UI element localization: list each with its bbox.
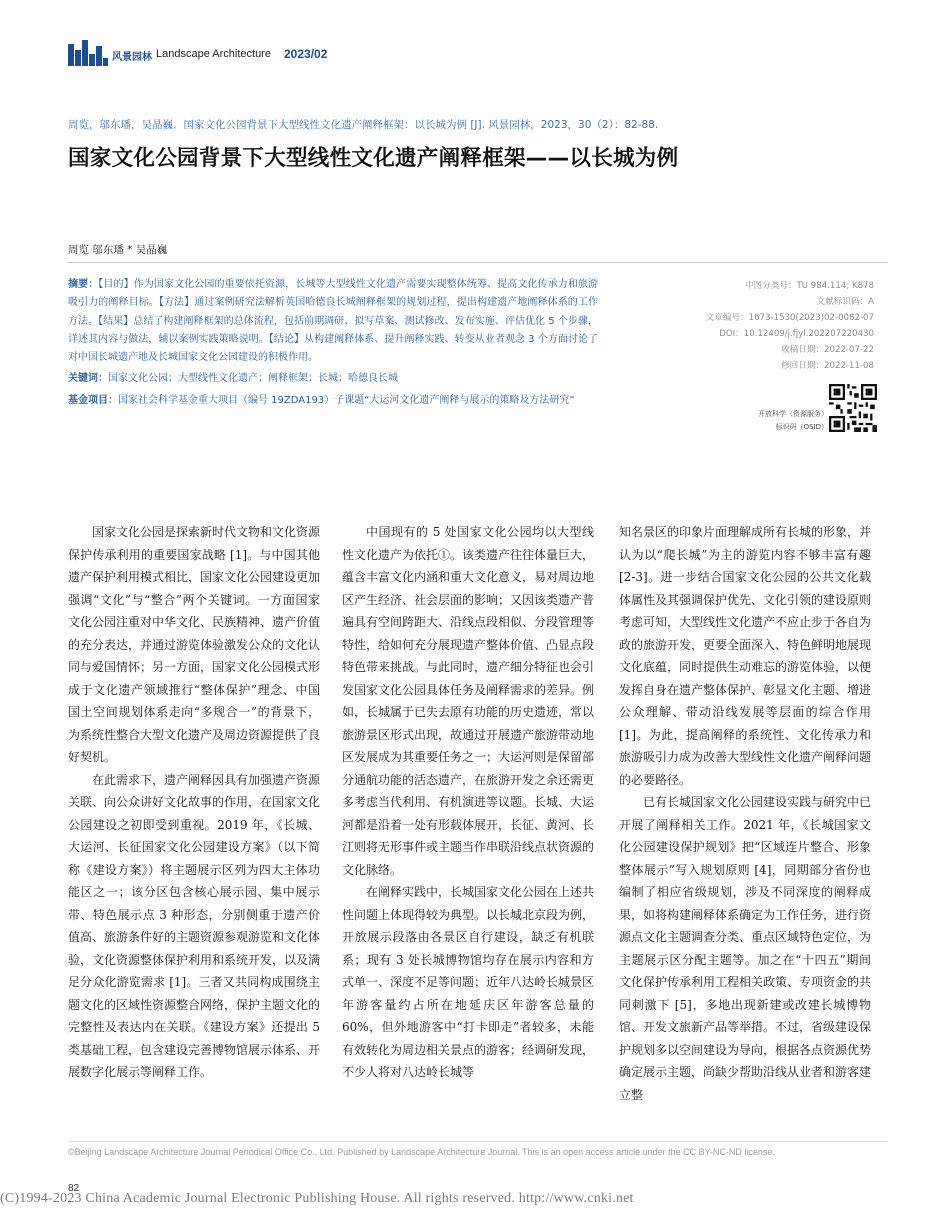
brand-name-en: Landscape Architecture bbox=[156, 48, 271, 60]
abstract-label: 摘要： bbox=[68, 279, 99, 290]
received-date: 收稿日期：2022-07-22 bbox=[781, 345, 874, 355]
body-paragraph: 知名景区的印象片面理解成所有长城的形象，并认为以“爬长城”为主的游览内容不够丰富有趣 [2-3]。进一步结合国家文化公园的公共文化载体属性及其强调保护优先、文化引领的建设原则考虑可知，大型线性文化遗产不应止步于各自为政的旅游开发，更要全面深入、特色鲜明地展现文化底蕴，同时提供生动难忘的游览体验，以便发挥自身在遗产整体保护、彰显文化主题、增进公众理解、带动沿线发展等层面的综合作用 [1]。为此，提高阐释的系统性、文化传承力和旅游吸引力成为改善大型线性文化遗产阐释问题的必要路径。 bbox=[619, 525, 872, 787]
keywords-label: 关键词： bbox=[68, 373, 108, 385]
keywords-paragraph bbox=[68, 370, 598, 388]
osid-label-line-1: 开放科学（资源服务） bbox=[758, 410, 828, 418]
revised-date: 修回日期：2022-11-08 bbox=[781, 361, 874, 371]
fund-paragraph bbox=[68, 392, 598, 410]
clc-number: 中图分类号：TU 984.114; K878 bbox=[744, 281, 874, 291]
brand-name-cn: 风景园林 bbox=[112, 52, 152, 63]
article-meta bbox=[644, 278, 874, 374]
page-title: 国家文化公园背景下大型线性文化遗产阐释框架——以长城为例 bbox=[68, 146, 679, 171]
body-column-2 bbox=[342, 521, 594, 1084]
journal-header bbox=[68, 40, 888, 66]
footer-divider bbox=[68, 1141, 888, 1142]
body-paragraph: 已有长城国家文化公园建设实践与研究中已开展了阐释相关工作。2021 年，《长城国家文化公园建设保护规划》把“区域连片整合、形象整体展示”写入规划原则 [4]，同期部分省份也编制了相应省级规划，涉及不同深度的阐释成果，如将构建阐释体系确定为工作任务，进行资源点文化主题调查分类、重点区域特色定位，为主题展示区分配主题等。加之在“十四五”期间文化保护传承利用工程相关政策、专项资金的共同刺激下 [5]，多地出现新建或改建长城博物馆、开发文旅新产品等举措。不过，省级建设保护规划多以空间建设为导向，根据各点资源优势确定展示主题，尚缺少帮助沿线从业者和游客建立整 bbox=[619, 795, 872, 1102]
body-paragraph: 国家文化公园是探索新时代文物和文化资源保护传承利用的重要国家战略 [1]。与中国其他遗产保护利用模式相比，国家文化公园建设更加强调“文化”与“整合”两个关键词。一方面国家文化公园注重对中华文化、民族精神、遗产价值的充分表达，并通过游览体验激发公众的文化认同与爱国情怀；另一方面，国家文化公园模式形成于文化遗产领域推行“整体保护”理念、中国国土空间规划体系走向“多规合一”的背景下，为系统性整合大型文化遗产及周边资源提供了良好契机。 bbox=[68, 525, 321, 764]
body-paragraph: 中国现有的 5 处国家文化公园均以大型线性文化遗产为依托①。该类遗产往往体量巨大，蕴含丰富文化内涵和重大文化意义，易对周边地区产生经济、社会层面的影响；又因该类遗产普遍具有空间跨距大、沿线点段相似、分段管理等特性，给如何充分展现遗产整体价值、凸显点段特色带来挑战。与此同时，遗产细分特征也会引发国家文化公园具体任务及阐释需求的差异。例如，长城属于已失去原有功能的历史遗迹，常以旅游景区形式出现，故通过开展遗产旅游带动地区发展成为其重要任务之一；大运河则是保留部分通航功能的活态遗产，在旅游开发之余还需更多考虑当代利用、有机演进等议题。长城、大运河都是沿着一处有形载体展开，长征、黄河、长江则将无形事件或主题当作串联沿线点状资源的文化脉络。 bbox=[342, 525, 595, 877]
body-column-1 bbox=[68, 521, 320, 1084]
citation-line: 周览，邬东璠，吴晶巍．国家文化公园背景下大型线性文化遗产阐释框架：以长城为例 [J]. 风景园林，2023，30（2）：82-88. bbox=[68, 119, 659, 131]
article-number: 文章编号：1673-1530(2023)02-0082-07 bbox=[705, 313, 874, 323]
body-paragraph: 在阐释实践中，长城国家文化公园在上述共性问题上体现得较为典型。以长城北京段为例，开放展示段落由各景区自行建设，缺乏有机联系；现有 3 处长城博物馆均存在展示内容和方式单一、深度不足等问题；近年八达岭长城景区年游客量约占所在地延庆区年游客总量的 60%，但外地游客中“打卡即走”者较多，未能有效转化为周边相关景点的游客；经调研发现，不少人将对八达岭长城等 bbox=[342, 885, 595, 1079]
author-list: 周览 邬东璠 * 吴晶巍 bbox=[68, 244, 168, 256]
doi[interactable]: DOI：10.12409/j.fjyl.202207220430 bbox=[719, 329, 874, 339]
header-divider bbox=[68, 262, 888, 263]
abstract-text: 【目的】作为国家文化公园的重要依托资源，长城等大型线性文化遗产需要实现整体统筹、提高文化传承力和旅游吸引力的阐释目标。【方法】通过案例研究法解析英国哈德良长城阐释框架的规划过程，提出构建遗产地阐释体系的工作方法。【结果】总结了构建阐释框架的总体流程，包括前期调研、拟写草案、测试修改、发布实施、评估优化 5 个步骤，详述其内容与做法，辅以案例实践策略说明。【结论】从构建阐释体系、提升阐释实践、转变从业者观念 3 个方面讨论了对中国长城遗产地及长城国家文化公园建设的积极作用。 bbox=[68, 279, 599, 364]
osid-label-line-2: 标识码（OSID） bbox=[775, 423, 828, 431]
body-paragraph: 在此需求下，遗产阐释因具有加强遗产资源关联、向公众讲好文化故事的作用，在国家文化公园建设之初即受到重视。2019 年，《长城、大运河、长征国家文化公园建设方案》（以下简称《建设方案》）将主题展示区列为四大主体功能区之一；该分区包含核心展示园、集中展示带、特色展示点 3 种形态，分别侧重于遗产价值高、旅游条件好的主题资源参观游览和文化体验，文化资源整体保护利用和系统开发，以及满足分众化游览需求 [1]。三者又共同构成围绕主题文化的区域性资源整合网络，保护主题文化的完整性及表达内在关联。《建设方案》还提出 5 类基础工程，包含建设完善博物馆展示体系、开展数字化展示等阐释工作。 bbox=[68, 772, 321, 1079]
license-notice: ©Beijing Landscape Architecture Journal Periodical Office Co., Ltd. Published by Landscape Architecture Journal. This is an open access article under the CC BY-NC-ND license. bbox=[68, 1147, 775, 1157]
abstract-section bbox=[68, 276, 598, 410]
body-column-3 bbox=[619, 521, 871, 1106]
osid-label bbox=[752, 408, 828, 434]
document-code: 文献标识码：A bbox=[816, 297, 874, 307]
fund-text: 国家社会科学基金重大项目（编号 19ZDA193）子课题“大运河文化遗产阐释与展示的策略及方法研究” bbox=[118, 394, 575, 406]
qr-code-icon[interactable] bbox=[829, 384, 877, 432]
journal-logo-icon bbox=[68, 40, 108, 66]
cnki-watermark: (C)1994-2023 China Academic Journal Electronic Publishing House. All rights reserved. http://www.cnki.net bbox=[0, 1191, 634, 1206]
fund-label: 基金项目： bbox=[68, 394, 118, 406]
abstract-paragraph bbox=[68, 276, 598, 367]
issue-number: 2023/02 bbox=[284, 47, 328, 61]
page-number: 82 bbox=[68, 1183, 80, 1194]
keywords-text: 国家文化公园；大型线性文化遗产；阐释框架；长城；哈德良长城 bbox=[108, 373, 398, 385]
